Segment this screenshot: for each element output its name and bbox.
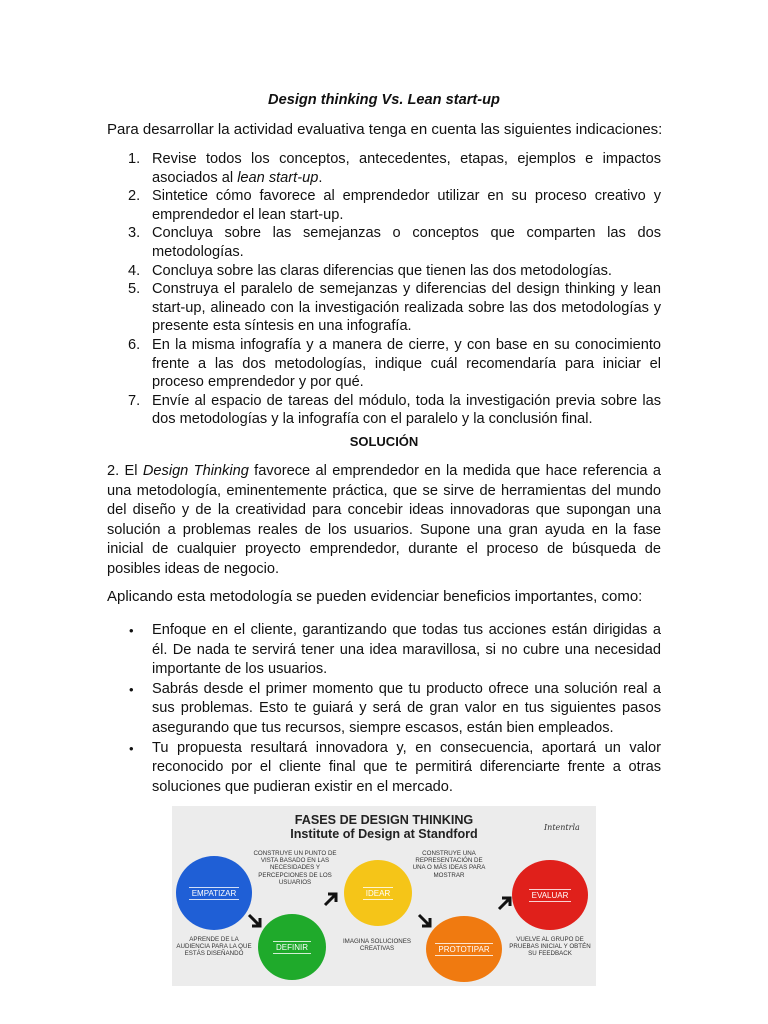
instruction-text: Sintetice cómo favorece al emprendedor utilizar en su proceso creativo y emprendedor el lean start-up. [152, 188, 661, 223]
instruction-text: Concluya sobre las semejanzas o conceptos que comparten las dos metodologías. [152, 225, 661, 260]
definir-note: CONSTRUYE UN PUNTO DE VISTA BASADO EN LAS NECESIDADES Y PERCEPCIONES DE LOS USUARIOS [253, 850, 337, 886]
brand-logo: Intentrla [544, 823, 580, 832]
phase-empatizar [176, 856, 252, 930]
bullet-icon: • [129, 623, 134, 638]
instruction-suffix: . [318, 169, 323, 186]
instruction-number: 7. [128, 392, 141, 409]
phase-evaluar [512, 860, 588, 930]
benefit-item [107, 680, 661, 739]
benefit-text: Sabrás desde el primer momento que tu producto ofrece una solución real a sus problemas. Esto te guiará y será de gran valor en tus siguientes pasos asegurando que tus recursos, siempre escasos, están bien empleados. [152, 680, 661, 736]
instruction-text: En la misma infografía y a manera de cierre, y con base en su conocimiento frente a las dos metodologías, indique cuál recomendaría para iniciar el proceso emprendedor y por qué. [152, 336, 661, 391]
instruction-item [107, 262, 661, 281]
infographic-title: FASES DE DESIGN THINKING [294, 813, 474, 827]
solution-italic: Design Thinking [142, 463, 249, 479]
instruction-text: Construya el paralelo de semejanzas y diferencias del design thinking y lean start-up, alineado con la investigación realizada sobre las dos metodologías y presente esta síntesis en una infografía. [152, 281, 661, 335]
bullet-icon: • [129, 740, 134, 756]
benefit-item [107, 739, 661, 798]
benefits-intro: Aplicando esta metodología se pueden evidenciar beneficios importantes, como: [107, 588, 643, 605]
benefit-item [107, 621, 661, 680]
idear-bottom-note: IMAGINA SOLUCIONES CREATIVAS [342, 938, 412, 953]
arrow-up-right-icon [322, 888, 342, 908]
phase-evaluar-label: EVALUAR [529, 889, 572, 902]
instruction-text: Envíe al espacio de tareas del módulo, toda la investigación previa sobre las dos metodologías y la infografía con el paralelo y la conclusión final. [152, 392, 661, 428]
arrow-down-right-icon [416, 912, 436, 932]
idear-note: CONSTRUYE UNA REPRESENTACIÓN DE UNA O MÁS IDEAS PARA MOSTRAR [412, 850, 486, 879]
instruction-number: 6. [128, 336, 141, 353]
instruction-number: 5. [128, 281, 141, 298]
instruction-text: Concluya sobre las claras diferencias que tienen las dos metodologías. [152, 262, 612, 279]
infographic-subtitle: Institute of Design at Standford [290, 827, 478, 841]
benefit-text: Enfoque en el cliente, garantizando que todas tus acciones están dirigidas a él. De nada te servirá tener una idea maravillosa, si no cubre una necesidad importante de los usuarios. [152, 622, 661, 678]
phase-prototipar [426, 916, 502, 982]
arrow-up-right-icon [496, 892, 516, 912]
instruction-number: 4. [128, 262, 141, 279]
instruction-item [107, 224, 661, 261]
instruction-number: 3. [128, 225, 141, 242]
document-title: Design thinking Vs. Lean start-up [268, 92, 500, 108]
design-thinking-infographic [172, 806, 596, 986]
solution-paragraph [107, 462, 661, 580]
instruction-italic: lean start-up [237, 169, 319, 186]
instruction-item [107, 392, 661, 429]
instruction-number: 2. [128, 188, 141, 205]
phase-empatizar-label: EMPATIZAR [189, 887, 240, 900]
phase-idear [344, 860, 412, 926]
instruction-item [107, 150, 661, 187]
solution-heading: SOLUCIÓN [349, 434, 419, 449]
bullet-icon: • [129, 681, 134, 697]
instructions-list [107, 150, 661, 429]
solution-rest: favorece al emprendedor en la medida que hace referencia a una metodología, eminentemente práctica, que se sirve de herramientas del mundo del diseño y de la creatividad para concebir ideas innovadoras que supongan una solución a problemas reales de los usuarios. Supone una gran ayuda en la fase inicial de cualquier proyecto emprendedor, durante el proceso de búsqueda de posibles ideas de negocio. [107, 463, 661, 577]
instruction-number: 1. [128, 151, 141, 167]
intro-text: Para desarrollar la actividad evaluativa tenga en cuenta las siguientes indicaciones: [107, 121, 663, 138]
instruction-item [107, 336, 661, 392]
instruction-item [107, 280, 661, 336]
phase-prototipar-label: PROTOTIPAR [435, 943, 492, 956]
phase-definir-label: DEFINIR [273, 941, 311, 954]
arrow-down-right-icon [246, 912, 266, 932]
benefits-list [107, 621, 661, 797]
phase-definir [258, 914, 326, 980]
benefit-text: Tu propuesta resultará innovadora y, en consecuencia, aportará un valor reconocido por el cliente final que te permitirá diferenciarte frente a otras soluciones que pudieran existir en el mercado. [152, 739, 661, 795]
phase-idear-label: IDEAR [363, 887, 393, 900]
instruction-text: Revise todos los conceptos, antecedentes, etapas, ejemplos e impactos asociados al [152, 151, 661, 186]
instruction-item [107, 187, 661, 224]
empatizar-note: APRENDE DE LA AUDIENCIA PARA LA QUE ESTÁS DISEÑANDO [176, 936, 252, 958]
solution-prefix: 2. El [107, 463, 143, 479]
evaluar-note: VUELVE AL GRUPO DE PRUEBAS INICIAL Y OBTÉN SU FEEDBACK [509, 936, 591, 958]
